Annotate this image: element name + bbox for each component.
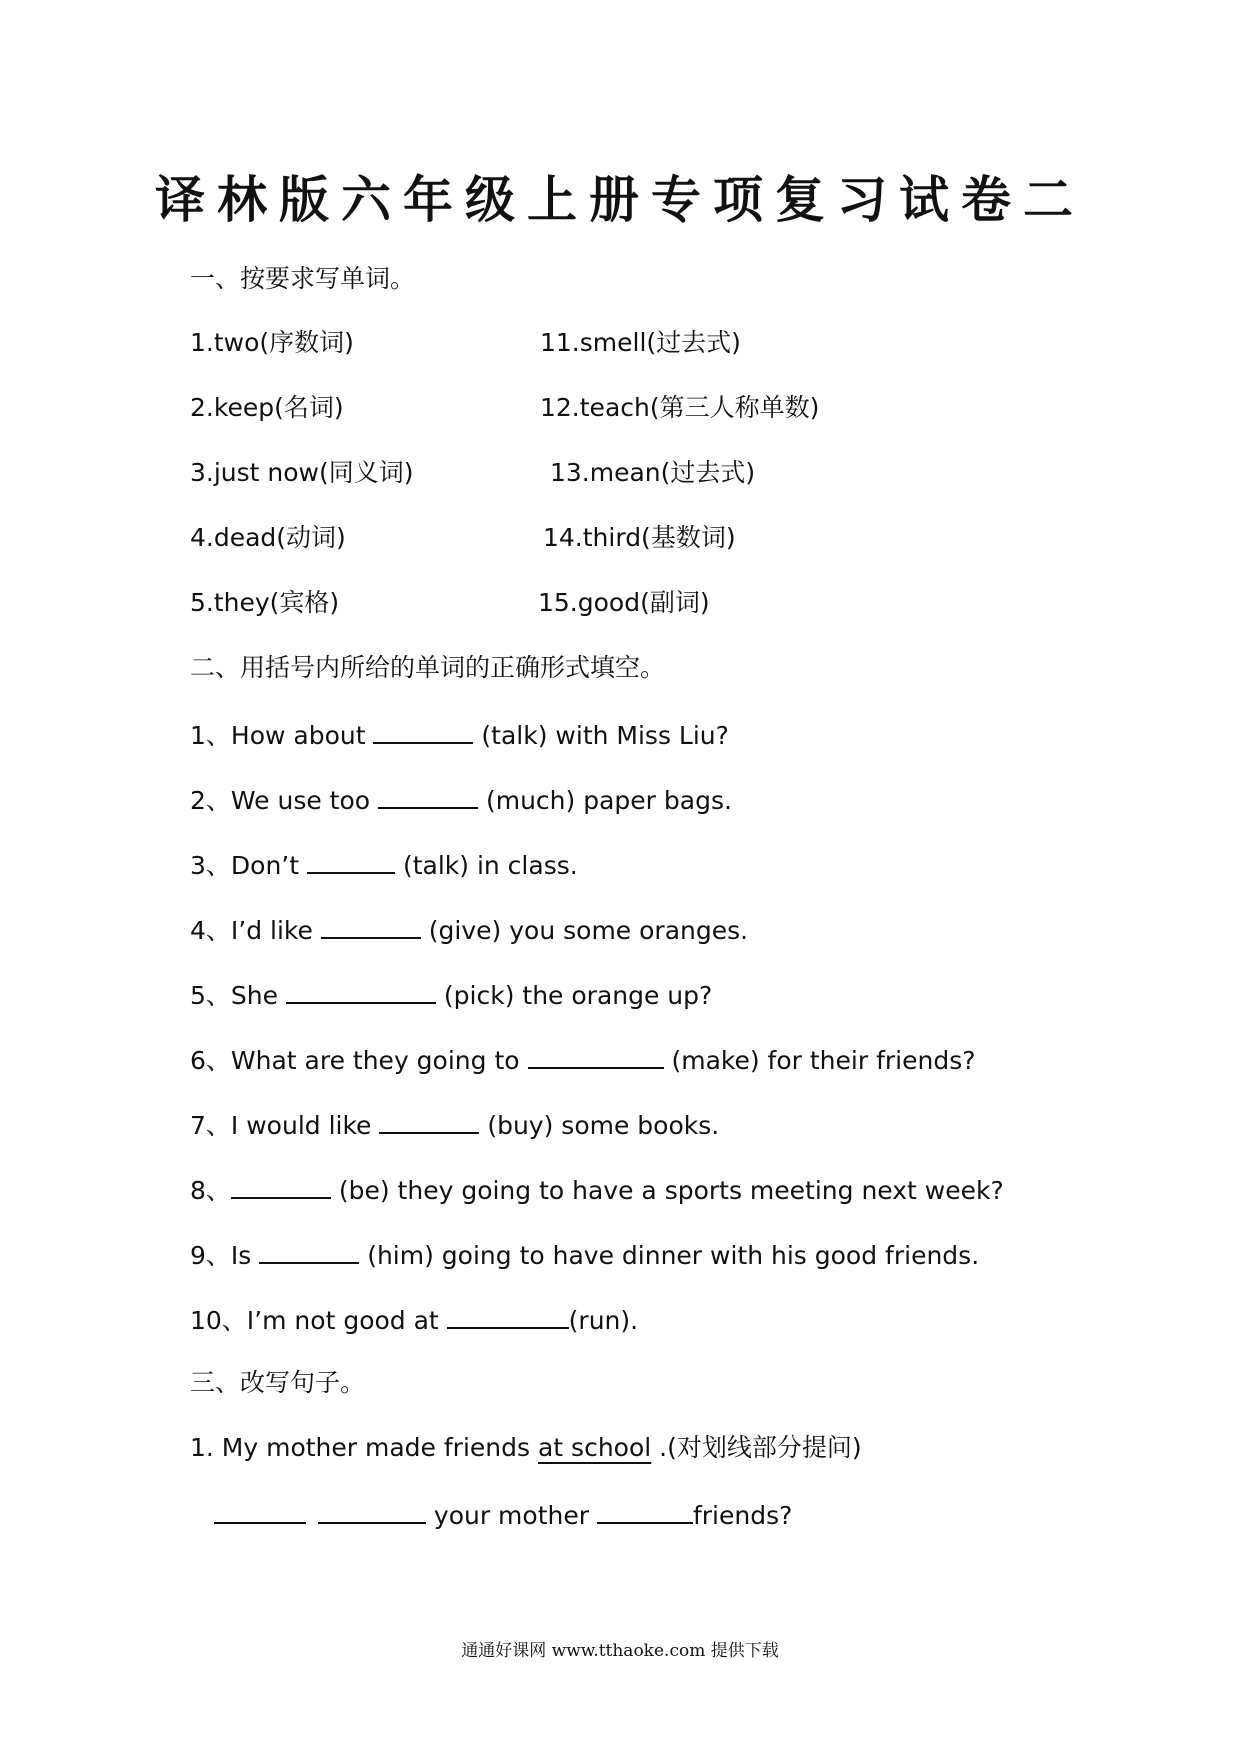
answer-end-text: friends?: [692, 1501, 793, 1530]
fill-item-5: [190, 976, 712, 1013]
fill-item-6-rest: (make) for their friends?: [663, 1046, 976, 1075]
fill-item-9-prompt: 9、Is: [190, 1241, 260, 1270]
section1-heading: 一、按要求写单词。: [190, 264, 416, 293]
fill-item-10-prompt: 10、I’m not good at: [190, 1306, 447, 1335]
fill-item-2-prompt: 2、We use too: [190, 786, 379, 815]
word-row-1: [190, 326, 741, 360]
word-item-4: 4.dead(动词): [190, 523, 346, 552]
answer-blank[interactable]: [447, 1301, 569, 1329]
page-footer: 通通好课网 www.tthaoke.com 提供下载: [461, 1641, 779, 1661]
word-item-1: 1.two(序数词): [190, 328, 354, 357]
fill-item-3-prompt: 3、Don’t: [190, 851, 307, 880]
fill-item-1: [190, 716, 729, 753]
word-row-5: [190, 586, 710, 620]
answer-blank[interactable]: [373, 716, 473, 744]
fill-item-1-rest: (talk) with Miss Liu?: [473, 721, 729, 750]
fill-item-3: [190, 846, 578, 883]
fill-item-8-rest: (be) they going to have a sports meeting next week?: [330, 1176, 1004, 1205]
section2-heading: 二、用括号内所给的单词的正确形式填空。: [190, 653, 666, 682]
word-item-14: 14.third(基数词): [543, 523, 736, 552]
fill-item-7-rest: (buy) some books.: [479, 1111, 720, 1140]
fill-item-10-rest: (run).: [568, 1306, 639, 1335]
fill-item-7: [190, 1106, 719, 1143]
answer-blank[interactable]: [214, 1496, 306, 1524]
fill-item-10: [190, 1301, 638, 1338]
answer-blank[interactable]: [286, 976, 436, 1004]
answer-blank[interactable]: [307, 846, 395, 874]
word-item-12: 12.teach(第三人称单数): [540, 393, 820, 422]
underlined-phrase: at school: [537, 1433, 652, 1462]
fill-item-5-prompt: 5、She: [190, 981, 286, 1010]
answer-blank[interactable]: [597, 1496, 693, 1524]
word-row-3: [190, 456, 756, 490]
fill-item-3-rest: (talk) in class.: [395, 851, 578, 880]
rewrite-item-1-answer: [214, 1496, 792, 1533]
word-item-5: 5.they(宾格): [190, 588, 340, 617]
rewrite-item-1-instruction: .(对划线部分提问): [651, 1433, 862, 1462]
answer-blank[interactable]: [528, 1041, 664, 1069]
fill-item-4-prompt: 4、I’d like: [190, 916, 321, 945]
fill-item-6-prompt: 6、What are they going to: [190, 1046, 528, 1075]
fill-item-9: [190, 1236, 979, 1273]
word-item-2: 2.keep(名词): [190, 393, 344, 422]
rewrite-item-1: [190, 1431, 862, 1465]
page-title: 译林版六年级上册专项复习试卷二: [155, 170, 1085, 229]
fill-item-8-prompt: 8、: [190, 1176, 231, 1205]
fill-item-2: [190, 781, 732, 818]
word-item-13: 13.mean(过去式): [550, 458, 756, 487]
word-row-4: [190, 521, 736, 555]
fill-item-2-rest: (much) paper bags.: [478, 786, 732, 815]
fill-item-8: [190, 1171, 1004, 1208]
answer-blank[interactable]: [259, 1236, 359, 1264]
fill-item-9-rest: (him) going to have dinner with his good friends.: [359, 1241, 980, 1270]
section3-heading: 三、改写句子。: [190, 1368, 366, 1397]
word-item-15: 15.good(副词): [538, 588, 710, 617]
answer-blank[interactable]: [231, 1171, 331, 1199]
fill-item-5-rest: (pick) the orange up?: [435, 981, 713, 1010]
fill-item-6: [190, 1041, 976, 1078]
answer-blank[interactable]: [318, 1496, 426, 1524]
fill-item-7-prompt: 7、I would like: [190, 1111, 380, 1140]
word-row-2: [190, 391, 820, 425]
rewrite-item-1-text: 1. My mother made friends: [190, 1433, 538, 1462]
fill-item-4: [190, 911, 748, 948]
fill-item-4-rest: (give) you some oranges.: [420, 916, 749, 945]
word-item-3: 3.just now(同义词): [190, 458, 414, 487]
fill-item-1-prompt: 1、How about: [190, 721, 374, 750]
answer-blank[interactable]: [321, 911, 421, 939]
answer-blank[interactable]: [379, 1106, 479, 1134]
word-item-11: 11.smell(过去式): [540, 328, 741, 357]
answer-middle-text: your mother: [425, 1501, 597, 1530]
answer-blank[interactable]: [378, 781, 478, 809]
